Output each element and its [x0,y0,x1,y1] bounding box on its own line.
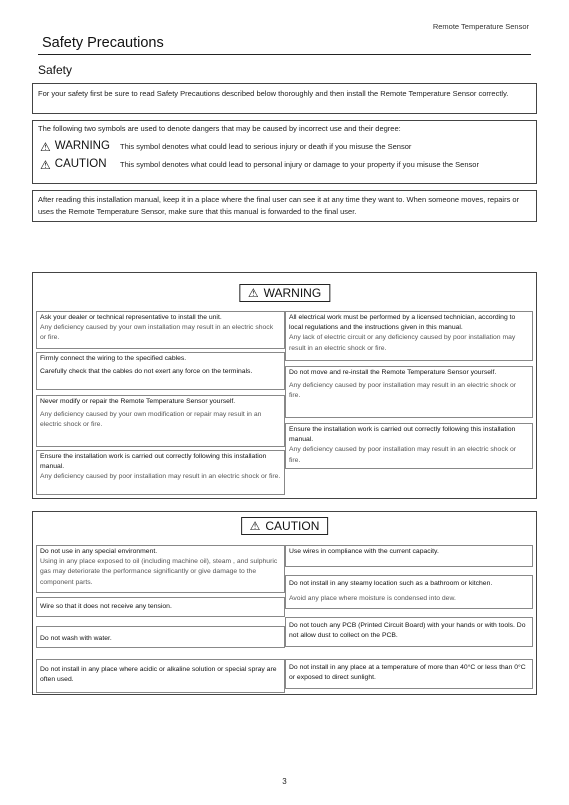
caution-item-head: Do not wash with water. [40,635,112,642]
after-reading-text: After reading this installation manual, keep it in a place where the final user can see it at any time they want to. When someone moves, repairs or uses the Remote Temperature Sensor, make sure that this manual is forwarded to the final user. [38,195,520,216]
caution-triangle-icon: ⚠ [249,519,261,533]
caution-item [285,545,533,567]
running-header: Remote Temperature Sensor [432,22,529,31]
warning-label: WARNING [54,139,110,152]
intro-text: For your safety first be sure to read Safety Precautions described below thoroughly and then install the Remote Temperature Sensor correctly. [38,89,509,98]
warning-item [36,352,285,390]
warning-item-head: Ensure the installation work is carried out correctly following this installation manual. [289,426,516,444]
warning-item-head: Ask your dealer or technical representative to install the unit. [40,314,222,321]
caution-item [36,659,285,693]
caution-item-head: Do not touch any PCB (Printed Circuit Board) with your hands or with tools. Do not allow dust to collect on the PCB. [289,622,526,640]
caution-item-head: Wire so that it does not receive any tension. [40,603,172,610]
caution-item [285,575,533,609]
caution-symbol-row [38,159,531,171]
caution-item-head: Use wires in compliance with the current capacity. [289,548,439,555]
caution-item [285,617,533,647]
caution-description: This symbol denotes what could lead to personal injury or damage to your property if you misuse the Sensor [120,159,479,169]
caution-item-head: Do not install in any steamy location such as a bathroom or kitchen. [289,580,493,587]
caution-triangle-icon: ⚠ [40,157,51,172]
warning-triangle-icon: ⚠ [40,139,51,154]
warning-item [36,311,285,349]
caution-item [36,597,285,617]
warning-item-body: Any deficiency caused by poor installation may result in an electric shock or fire. [289,446,517,464]
warning-item-head-secondary: Carefully check that the cables do not exert any force on the terminals. [40,368,253,376]
warning-item-body: Any lack of electric circuit or any deficiency caused by poor installation may result in an electric shock or fire. [289,334,516,352]
caution-item-body: Using in any place exposed to oil (including machine oil), steam , and sulphuric gas may deteriorate the performance significantly or give damage to the component parts. [40,558,278,586]
warning-triangle-icon: ⚠ [247,286,259,300]
warning-item [285,366,533,418]
caution-item [285,659,533,689]
page-number: 3 [282,777,287,786]
page-title: Safety Precautions [38,35,531,55]
caution-item-head: Do not install in any place where acidic or alkaline solution or special spray are often used. [40,666,277,684]
intro-box [32,83,537,114]
after-reading-box [32,190,537,222]
caution-label: CAUTION [54,157,107,170]
warning-item [285,423,533,469]
warning-symbol-row [38,141,531,153]
warning-item [285,311,533,361]
warning-item-head: Do not move and re-install the Remote Temperature Sensor yourself. [289,369,497,376]
warning-item [36,395,285,447]
caution-item-head: Do not use in any special environment. [40,548,158,555]
warning-description: This symbol denotes what could lead to serious injury or death if you misuse the Sensor [120,141,412,151]
warning-item-body: Any deficiency caused by poor installation may result in an electric shock or fire. [40,473,281,481]
symbols-box [32,120,537,184]
warning-panel-title-text: WARNING [263,286,322,300]
warning-item-body: Any deficiency caused by your own modification or repair may result in an electric shock or fire. [40,411,262,429]
warning-panel [32,272,537,499]
warning-item-head: Never modify or repair the Remote Temperature Sensor yourself. [40,398,236,405]
caution-item-body: Avoid any place where moisture is condensed into dew. [289,595,456,603]
warning-item-body: Any deficiency caused by poor installation may result in an electric shock or fire. [289,382,517,400]
caution-item [36,626,285,648]
symbols-lead: The following two symbols are used to denote dangers that may be caused by incorrect use and their degree: [38,124,401,133]
warning-item [36,450,285,495]
warning-panel-title [239,284,330,302]
warning-item-head: Ensure the installation work is carried out correctly following this installation manual. [40,453,267,471]
section-subtitle: Safety [38,63,73,77]
caution-panel [32,511,537,695]
warning-item-body: Any deficiency caused by your own installation may result in an electric shock or fire. [40,324,274,342]
warning-item-head: All electrical work must be performed by a licensed technician, according to local regulations and the instructions given in this manual. [289,314,516,332]
caution-panel-title [241,517,329,535]
caution-item [36,545,285,593]
caution-panel-title-text: CAUTION [265,519,320,533]
caution-item-head: Do not install in any place at a temperature of more than 40°C or less than 0°C or exposed to direct sunlight. [289,664,526,682]
warning-item-head: Firmly connect the wiring to the specified cables. [40,355,187,362]
